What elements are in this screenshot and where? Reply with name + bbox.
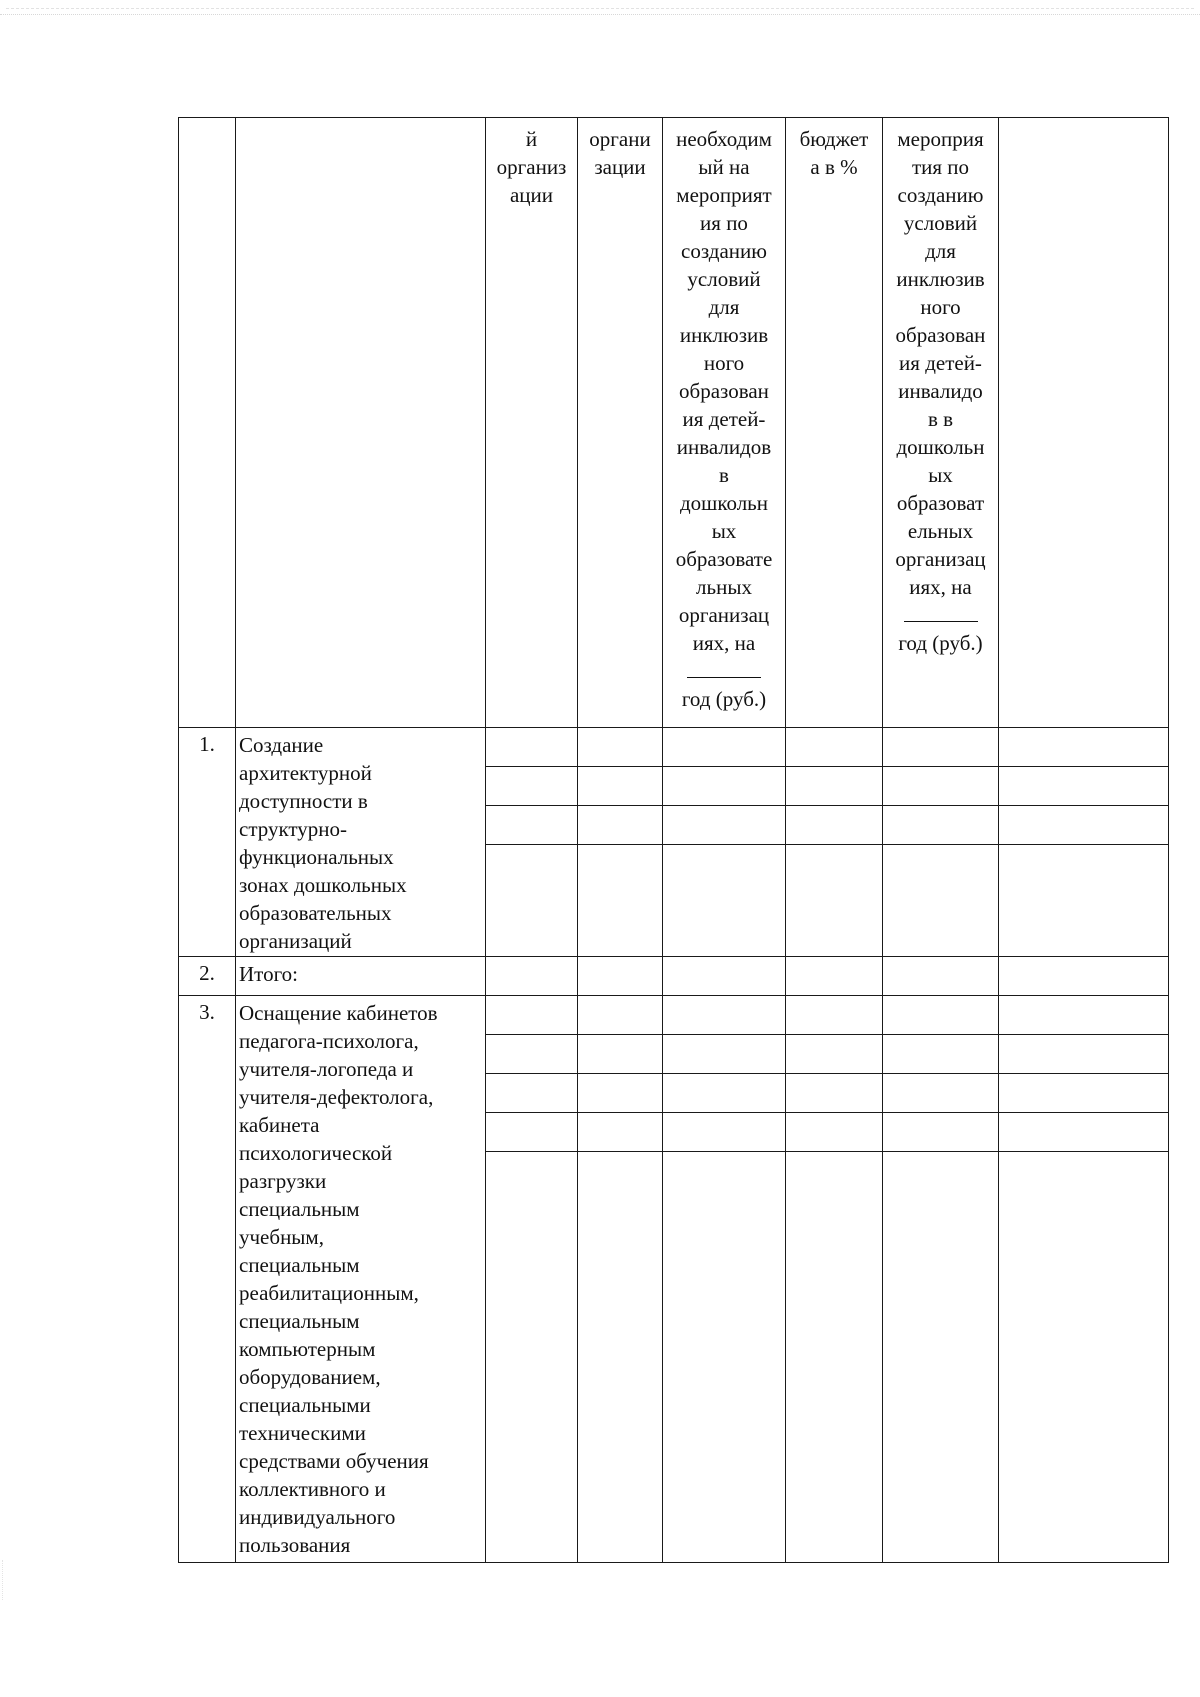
header-allocated-funds-text: мероприя тия по созданию условий для инклюзив ного образован ия детей- инвалидо в в дошкольн ых образоват ельных организац иях, на — [895, 127, 986, 599]
header-organization-2-text: органи зации — [589, 127, 651, 179]
scan-margin-artifact — [2, 1560, 9, 1600]
row-number: 3. — [179, 996, 236, 1563]
table-cell[interactable] — [786, 728, 883, 767]
table-cell[interactable] — [486, 1074, 578, 1113]
table-cell[interactable] — [486, 996, 578, 1035]
table-header-row — [179, 118, 1169, 728]
header-cell-organization — [486, 118, 578, 728]
header-allocated-funds-unit: год (руб.) — [898, 631, 983, 655]
year-blank-line — [904, 607, 978, 622]
row-number: 2. — [179, 957, 236, 996]
row-label — [236, 728, 486, 957]
table-cell[interactable] — [786, 806, 883, 845]
header-organization-text: й организ ации — [496, 127, 567, 207]
table-cell[interactable] — [786, 957, 883, 996]
table-cell[interactable] — [786, 996, 883, 1035]
year-blank-line — [687, 663, 761, 678]
header-cell-name — [236, 118, 486, 728]
table-cell[interactable] — [883, 767, 999, 806]
row-label-text: Создание архитектурной доступности в структурно- функциональных зонах дошкольных образовательных организаций — [239, 733, 407, 953]
table-cell[interactable] — [883, 1113, 999, 1152]
table-cell[interactable] — [486, 1113, 578, 1152]
table-cell[interactable] — [663, 1035, 786, 1074]
header-cell-budget-percent — [786, 118, 883, 728]
table-cell[interactable] — [578, 806, 663, 845]
row-label: Итого: — [236, 957, 486, 996]
table-cell[interactable] — [578, 728, 663, 767]
table-cell[interactable] — [999, 1152, 1169, 1563]
table-row-total — [179, 957, 1169, 996]
table-cell[interactable] — [883, 845, 999, 957]
table-cell[interactable] — [578, 1035, 663, 1074]
table-cell[interactable] — [663, 996, 786, 1035]
table-cell[interactable] — [883, 996, 999, 1035]
table-cell[interactable] — [486, 1035, 578, 1074]
table-cell[interactable] — [578, 767, 663, 806]
table-cell[interactable] — [486, 845, 578, 957]
table-cell[interactable] — [786, 1152, 883, 1563]
table-cell[interactable] — [883, 1035, 999, 1074]
header-cell-number — [179, 118, 236, 728]
table-cell[interactable] — [578, 1152, 663, 1563]
table-cell[interactable] — [663, 728, 786, 767]
table-cell[interactable] — [578, 1113, 663, 1152]
table-cell[interactable] — [999, 1074, 1169, 1113]
table-cell[interactable] — [486, 806, 578, 845]
table-cell[interactable] — [999, 728, 1169, 767]
table-cell[interactable] — [663, 806, 786, 845]
budget-table — [178, 117, 1169, 1563]
table-cell[interactable] — [999, 767, 1169, 806]
table-cell[interactable] — [786, 767, 883, 806]
row-label-text: Оснащение кабинетов педагога-психолога, учителя-логопеда и учителя-дефектолога, кабинета психологической разгрузки специальным учебным, специальным реабилитационным, специальным компьютерным оборудованием, специальными техническими средствами обучения коллективного и индивидуального пользования — [239, 1001, 438, 1557]
table-cell[interactable] — [663, 767, 786, 806]
table-cell[interactable] — [486, 728, 578, 767]
header-cell-organization-2 — [578, 118, 663, 728]
table-cell[interactable] — [999, 996, 1169, 1035]
header-cell-required-funds — [663, 118, 786, 728]
table-cell[interactable] — [999, 1035, 1169, 1074]
table-cell[interactable] — [578, 845, 663, 957]
scan-edge-artifact — [0, 0, 1200, 15]
table-cell[interactable] — [999, 1113, 1169, 1152]
table-cell[interactable] — [883, 957, 999, 996]
table-cell[interactable] — [999, 957, 1169, 996]
table-cell[interactable] — [663, 1152, 786, 1563]
table-cell[interactable] — [999, 845, 1169, 957]
header-required-funds-text: необходим ый на мероприят ия по созданию условий для инклюзив ного образован ия детей- инвалидов в дошкольн ых образовате льных организац иях, на — [675, 127, 773, 655]
table-cell[interactable] — [578, 1074, 663, 1113]
table-cell[interactable] — [663, 1113, 786, 1152]
table-cell[interactable] — [578, 957, 663, 996]
header-required-funds-unit: год (руб.) — [681, 687, 767, 711]
table-cell[interactable] — [486, 767, 578, 806]
header-budget-percent-text: бюджет а в % — [799, 127, 869, 179]
table-cell[interactable] — [883, 1074, 999, 1113]
table-cell[interactable] — [786, 1113, 883, 1152]
row-label — [236, 996, 486, 1563]
table-row — [179, 728, 1169, 767]
table-cell[interactable] — [486, 957, 578, 996]
table-row — [179, 996, 1169, 1035]
table-cell[interactable] — [883, 806, 999, 845]
header-cell-last — [999, 118, 1169, 728]
table-cell[interactable] — [578, 996, 663, 1035]
table-cell[interactable] — [999, 806, 1169, 845]
table-cell[interactable] — [786, 1074, 883, 1113]
table-cell[interactable] — [883, 728, 999, 767]
table-cell[interactable] — [663, 1074, 786, 1113]
table-cell[interactable] — [486, 1152, 578, 1563]
table-cell[interactable] — [786, 1035, 883, 1074]
table-cell[interactable] — [663, 845, 786, 957]
table-cell[interactable] — [663, 957, 786, 996]
table-cell[interactable] — [786, 845, 883, 957]
table-cell[interactable] — [883, 1152, 999, 1563]
row-number: 1. — [179, 728, 236, 957]
header-cell-allocated-funds — [883, 118, 999, 728]
